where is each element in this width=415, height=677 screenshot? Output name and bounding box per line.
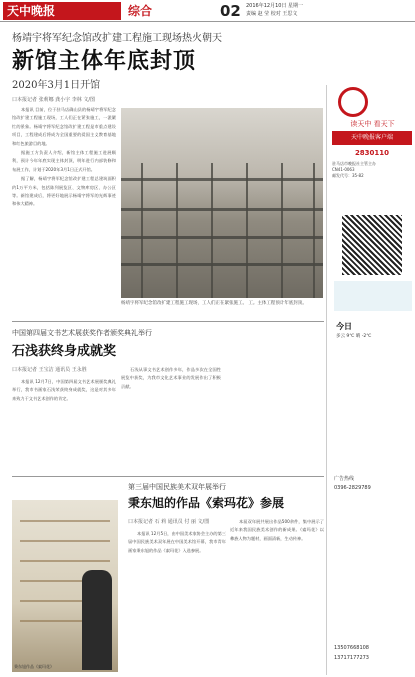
- sidebar-info: [332, 161, 412, 179]
- column-divider: [326, 85, 327, 675]
- brand-slogan: 读天中 看天下: [350, 120, 395, 128]
- section-label: 综合: [128, 4, 153, 18]
- newspaper-logo: 天中晚报: [3, 2, 121, 20]
- page-number: 02: [220, 2, 241, 20]
- sponsor-line: 驻马店市晚报社主管主办: [332, 161, 376, 166]
- divider: [12, 476, 324, 477]
- story3-body-col1: [128, 530, 226, 670]
- caption-text: 杨靖宇将军纪念馆改扩建工程施工现场，工人们正在紧张施工。: [121, 301, 247, 306]
- caption-cont: 工。主体工程预计年底封顶。: [248, 301, 307, 306]
- app-banner: 天中晚报客户端: [332, 131, 412, 145]
- lead-kicker: 杨靖宇将军纪念馆改扩建工程施工现场热火朝天: [12, 33, 222, 44]
- construction-photo: [121, 108, 323, 298]
- story2-headline: 石浅获终身成就奖: [12, 344, 117, 359]
- phone-3: 13717177273: [334, 655, 369, 661]
- cn-line: CN41-0063: [332, 167, 355, 172]
- date-info: [246, 2, 414, 18]
- masthead: [0, 0, 415, 22]
- weather-title: 今日: [336, 322, 352, 331]
- lead-headline: 新馆主体年底封顶: [12, 48, 197, 74]
- brand-emblem-icon: [338, 87, 368, 117]
- story2-byline: 口本报记者 王宝洁 通讯员 王永胜: [12, 367, 87, 373]
- lead-body: [12, 106, 116, 298]
- hotline-number: 2830110: [332, 147, 412, 159]
- phone-2: 13507668108: [334, 645, 369, 651]
- editor-line: 责编 赵 莹 校对 王思文: [246, 11, 298, 17]
- lead-paragraph: 据了解，杨靖宇将军纪念馆改扩建工程总建筑面积约1万平方米，包括陈列展览区、文物库房区、办公区等。新馆建成后，将更好地展示杨靖宇将军的光辉事迹和伟大精神。: [12, 176, 116, 207]
- person-figure: [82, 570, 112, 670]
- lead-paragraph: 据施工方负责人介绍，新馆主体工程施工进展顺利，预计今年年底实现主体封顶，明年进行内部装修和布展工作，计划于2020年3月1日正式开馆。: [12, 150, 116, 172]
- story2-paragraph: 石浅从事文书艺术创作多年，作品多次在全国性展览中获奖，为我市文化艺术事业的发展作出了积极贡献。: [121, 367, 221, 389]
- story3-byline: 口本报记者 石 莉 通讯员 付 丽 文/图: [128, 519, 210, 525]
- story3-headline: 秉东旭的作品《索玛花》参展: [128, 496, 285, 510]
- story3-photo-caption: 秉东旭作品《索玛花》: [14, 664, 54, 669]
- story2-paragraph: 本报讯 12月7日，中国第四届文书艺术展颁奖典礼举行，我市书画家石浅荣获终身成就奖，这是对其多年来致力于文书艺术创作的肯定。: [12, 379, 116, 401]
- lead-paragraph: 本报讯 目前，位于驻马店确山县的杨靖宇将军纪念馆改扩建工程施工现场，工人们正在紧张施工，一派繁忙的景象。杨靖宇将军纪念馆改扩建工程是市重点建设项目，工程建成后将成为全国重要的爱国主义教育基地和红色旅游目的地。: [12, 107, 116, 146]
- weather-banner: [334, 281, 412, 311]
- lead-byline: 口本报记者 张莉娜 龚小宇 李林 文/图: [12, 97, 96, 103]
- painting-photo: [12, 500, 118, 672]
- story3-paragraph: 本报讯 12月5日，由中国美术家协会主办的第三届中国民族美术双年展在中国美术馆开幕，我市青年画家秉东旭的作品《索玛花》入选参展。: [128, 531, 226, 553]
- story3-body-col2: [230, 518, 324, 670]
- ad-phone: 0396-2829789: [334, 485, 371, 491]
- story3-label: 第三届中国民族美术双年展举行: [128, 483, 226, 491]
- lead-photo-caption: [121, 300, 323, 308]
- qr-code-icon: [342, 215, 402, 275]
- weather-text: 多云 9℃ 晴 -2℃: [336, 334, 372, 339]
- ad-label: 广告热线: [334, 476, 355, 482]
- lead-subhead: 2020年3月1日开馆: [12, 80, 101, 91]
- divider: [12, 321, 324, 322]
- story2-label: 中国第四届文书艺术展获奖作者颁奖典礼举行: [12, 329, 152, 337]
- date-line: 2016年12月10日 星期一: [246, 3, 304, 9]
- sidebar: [330, 85, 415, 677]
- story2-body-col2: [121, 366, 221, 472]
- story3-paragraph: 本届双年展共展出作品500余件，集中展示了近年来我国民族美术创作的新成果。《索玛花》以彝族人物为题材，画面清新，生动传神。: [230, 519, 324, 541]
- story2-body-col1: [12, 378, 116, 472]
- post-line: 邮发代号：35-82: [332, 173, 364, 178]
